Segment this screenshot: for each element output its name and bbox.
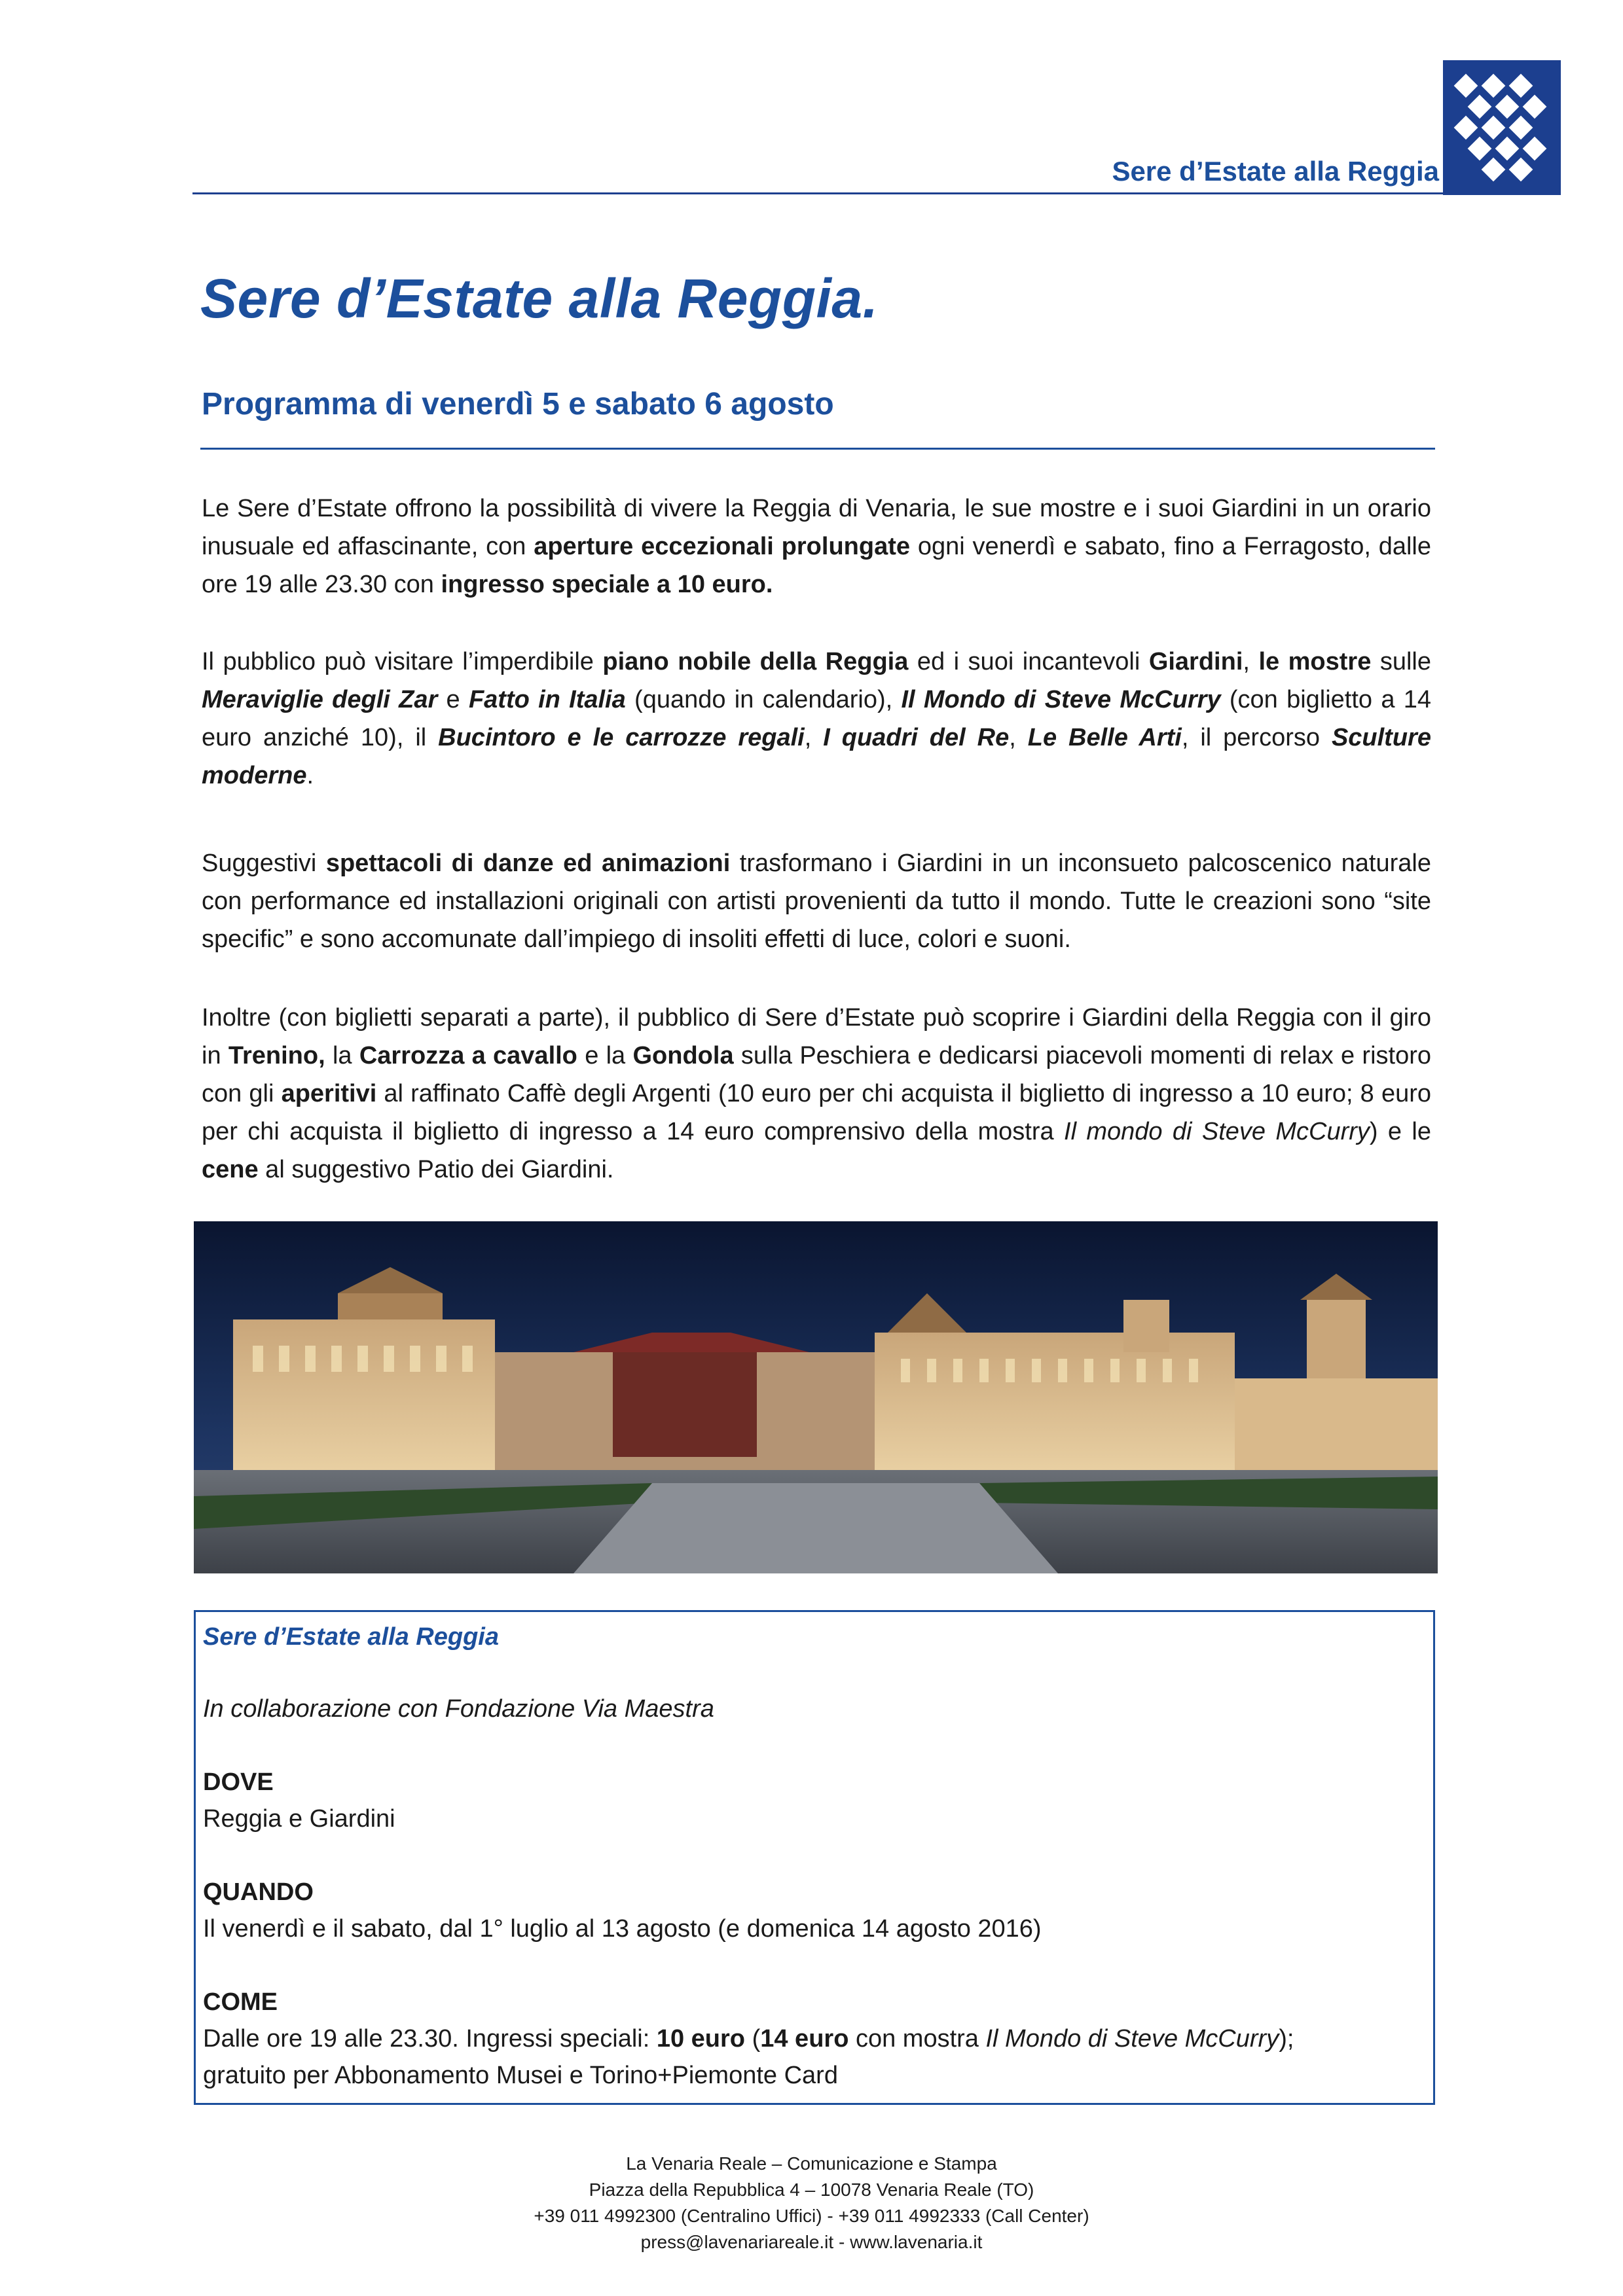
paragraph-shows: Suggestivi spettacoli di danze ed animazioni trasformano i Giardini in un inconsueto palcoscenico naturale con performance ed installazioni originali con artisti provenienti da tutto il mondo. Tutte le creazioni sono “site specific” e sono accomunate dall’impiego di insoliti effetti di luce, colori e suoni. <box>202 850 1431 953</box>
paragraph-extras: Inoltre (con biglietti separati a parte), il pubblico di Sere d’Estate può scoprire i Giardini della Reggia con il giro in Trenino, la Carrozza a cavallo e la Gondola sulla Peschiera e dedicarsi piacevoli momenti di relax e ristoro con gli aperitivi al raffinato Caffè degli Argenti (10 euro per chi acquista il biglietto di ingresso a 10 euro; 8 euro per chi acquista il biglietto di ingresso a 14 euro comprensivo della mostra Il mondo di Steve McCurry) e le cene al suggestivo Patio dei Giardini. <box>202 1004 1432 1183</box>
footer-line-1: La Venaria Reale – Comunicazione e Stampa <box>626 2153 997 2174</box>
info-quando-label: QUANDO <box>203 1878 314 1906</box>
reggia-night-photo <box>194 1221 1438 1573</box>
footer-line-4: press@lavenariareale.it - www.lavenaria.it <box>640 2232 983 2252</box>
footer-line-3: +39 011 4992300 (Centralino Uffici) - +39 011 4992333 (Call Center) <box>534 2206 1089 2226</box>
info-collaboration: In collaborazione con Fondazione Via Maestra <box>203 1695 714 1723</box>
page-title: Sere d’Estate alla Reggia. <box>200 268 879 329</box>
footer-line-2: Piazza della Repubblica 4 – 10078 Venaria Reale (TO) <box>589 2179 1034 2200</box>
info-dove-value: Reggia e Giardini <box>203 1805 395 1833</box>
info-come-label: COME <box>203 1988 278 2016</box>
info-title: Sere d’Estate alla Reggia <box>203 1623 499 1651</box>
page-subtitle: Programma di venerdì 5 e sabato 6 agosto <box>202 387 834 422</box>
venaria-logo <box>1443 60 1561 195</box>
header-title: Sere d’Estate alla Reggia <box>1112 156 1439 187</box>
paragraph-intro: Le Sere d’Estate offrono la possibilità di vivere la Reggia di Venaria, le sue mostre e i suoi Giardini in un orario inusuale ed affascinante, con aperture eccezionali prolungate ogni venerdì e sabato, fino a Ferragosto, dalle ore 19 alle 23.30 con ingresso speciale a 10 euro. <box>202 495 1432 598</box>
info-come-value: Dalle ore 19 alle 23.30. Ingressi speciali: 10 euro (14 euro con mostra Il Mondo di Steve McCurry); <box>203 2025 1294 2053</box>
title-divider <box>200 448 1435 450</box>
header-divider <box>192 192 1443 194</box>
info-come-line2: gratuito per Abbonamento Musei e Torino+Piemonte Card <box>203 2062 838 2089</box>
info-dove-label: DOVE <box>203 1768 274 1796</box>
paragraph-visits: Il pubblico può visitare l’imperdibile piano nobile della Reggia ed i suoi incantevoli Giardini, le mostre sulle Meraviglie degli Zar e Fatto in Italia (quando in calendario), Il Mondo di Steve McCurry (con biglietto a 14 euro anziché 10), il Bucintoro e le carrozze regali, I quadri del Re, Le Belle Arti, il percorso Sculture moderne. <box>202 648 1432 789</box>
info-quando-value: Il venerdì e il sabato, dal 1° luglio al 13 agosto (e domenica 14 agosto 2016) <box>203 1915 1042 1943</box>
